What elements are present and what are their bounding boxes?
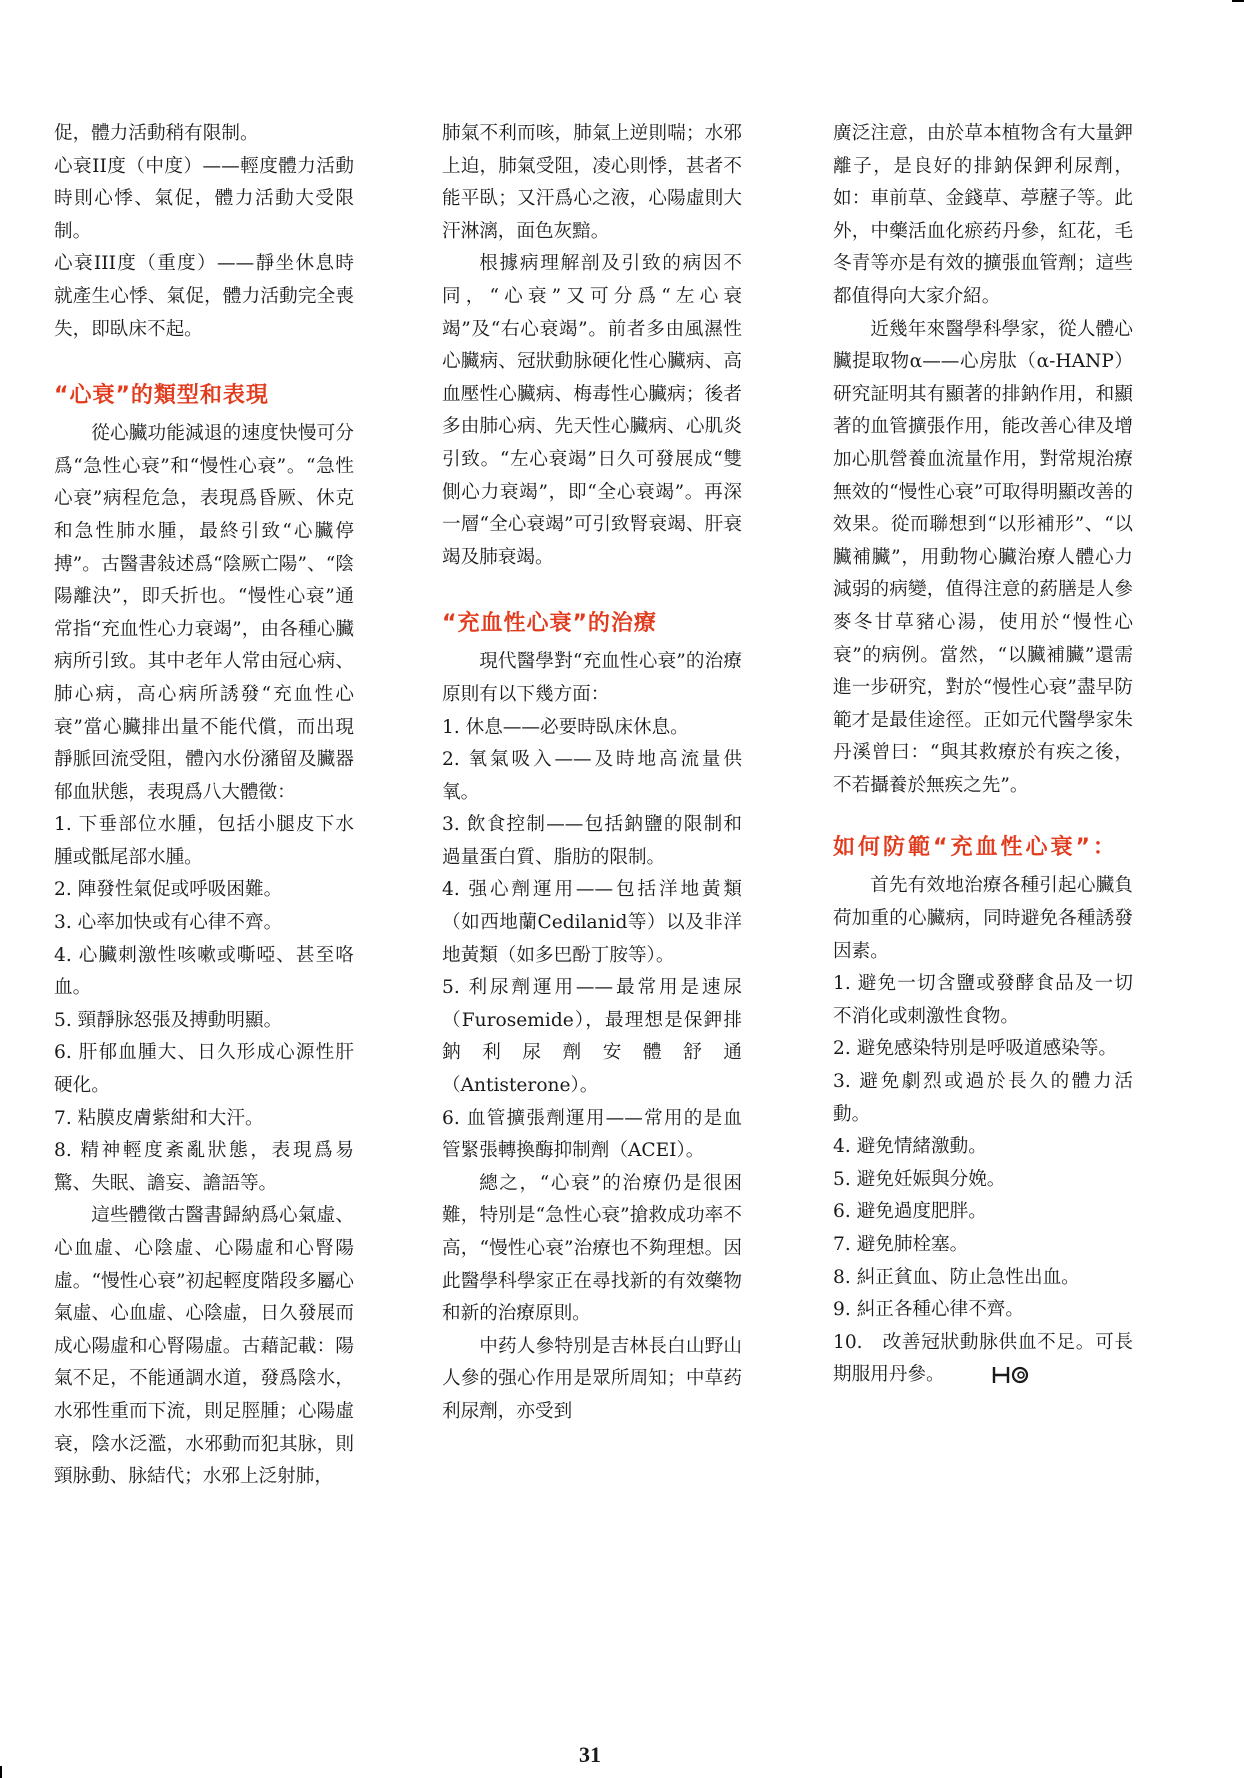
paragraph: 總之，“心衰”的治療仍是很困難，特別是“急性心衰”搶救成功率不高，“慢性心衰”治療也不夠理想。因此醫學科學家正在尋找新的有效藥物和新的治療原則。 xyxy=(442,1172,742,1325)
page-number: 31 xyxy=(579,1742,601,1767)
list-item: 4. 心臟刺激性咳嗽或嘶啞、甚至咯血。 xyxy=(54,944,354,999)
paragraph: 肺氣不利而咳，肺氣上逆則喘；水邪上迫，肺氣受阻，凌心則悸，甚者不能平臥；又汗爲心之液，心陽虛則大汗淋漓，面色灰黯。 xyxy=(442,123,742,242)
section-heading: “充血性心衰”的治療 xyxy=(442,611,657,637)
paragraph: 從心臟功能減退的速度快慢可分爲“急性心衰”和“慢性心衰”。“急性心衰”病程危急，表現爲昏厥、休克和急性肺水腫，最終引致“心臟停搏”。古醫書敍述爲“陰厥亡陽”、“陰陽離決”，即夭折也。“慢性心衰”通常指“充血性心力衰竭”，由各種心臟病所引致。其中老年人常由冠心病、肺心病，高心病所誘發“充血性心衰”當心臟排出量不能代償，而出現靜脈回流受阻，體內水份瀦留及臟器郁血狀態，表現爲八大體徵： xyxy=(54,423,354,803)
list-item xyxy=(833,1327,1133,1392)
list-item: 2. 氧氣吸入——及時地高流量供氧。 xyxy=(442,749,742,803)
list-item: 8. 精神輕度紊亂狀態，表現爲易驚、失眠、譫妄、譫語等。 xyxy=(54,1140,354,1194)
paragraph: 現代醫學對“充血性心衰”的治療原則有以下幾方面： xyxy=(442,651,742,705)
list-item: 6. 避免過度肥胖。 xyxy=(833,1201,987,1223)
paragraph: 近幾年來醫學科學家，從人體心臟提取物α——心房肽（α-HANP）研究証明其有顯著的排鈉作用，和顯著的血管擴張作用，能改善心律及增加心肌營養血流量作用，對常規治療無效的“慢性心衰”可取得明顯改善的效果。從而聯想到“以形補形”、“以臟補臟”，用動物心臟治療人體心力減弱的病變，值得注意的葯膳是人參麥冬甘草豬心湯，使用於“慢性心衰”的病例。當然，“以臟補臟”還需進一步研究，對於“慢性心衰”盡早防範才是最佳途徑。正如元代醫學家朱丹溪曾曰：“與其救療於有疾之後，不若攝養於無疾之先”。 xyxy=(833,318,1133,796)
list-item: 7. 粘膜皮膚紫紺和大汗。 xyxy=(54,1107,264,1129)
paragraph: 首先有效地治療各種引起心臟負荷加重的心臟病，同時避免各種誘發因素。 xyxy=(833,875,1133,962)
list-item: 6. 血管擴張劑運用——常用的是血管緊張轉換酶抑制劑（ACEI）。 xyxy=(442,1107,742,1162)
list-item: 3. 避免劇烈或過於長久的體力活動。 xyxy=(833,1071,1133,1125)
crop-mark xyxy=(1232,0,1244,2)
column-2 xyxy=(442,118,742,1429)
column-1 xyxy=(54,118,354,1494)
list-item: 7. 避免肺栓塞。 xyxy=(833,1234,969,1255)
paragraph: 心衰III度（重度）——靜坐休息時就產生心悸、氣促，體力活動完全喪失，即臥床不起。 xyxy=(54,253,354,340)
paragraph: 心衰II度（中度）——輕度體力活動時則心悸、氣促，體力活動大受限制。 xyxy=(54,155,354,242)
section-heading: 如何防範“充血性心衰”： xyxy=(833,835,1118,861)
list-item-text: 10. 改善冠狀動脉供血不足。可長期服用丹參。 xyxy=(833,1331,1133,1386)
list-item: 4. 避免情緒激動。 xyxy=(833,1136,987,1158)
paragraph: 這些體徵古醫書歸納爲心氣虛、心血虛、心陰虛、心陽虛和心腎陽虛。“慢性心衰”初起輕度階段多屬心氣虛、心血虛、心陰虛，日久發展而成心陽虛和心腎陽虛。古藉記載：陽氣不足，不能通調水道，發爲陰水，水邪性重而下流，則足脛腫；心陽虛衰，陰水泛濫，水邪動而犯其脉，則頸脉動、脉結代；水邪上泛射肺， xyxy=(54,1205,354,1488)
list-item: 4. 强心劑運用——包括洋地黃類（如西地蘭Cedilanid等）以及非洋地黃類（如多巴酚丁胺等）。 xyxy=(442,879,742,966)
end-of-article-icon xyxy=(991,1364,1035,1386)
list-item: 5. 利尿劑運用——最常用是速尿（Furosemide），最理想是保鉀排鈉利尿劑安體舒通（Antisterone）。 xyxy=(442,977,742,1097)
list-item: 9. 糾正各種心律不齊。 xyxy=(833,1299,1024,1321)
list-item: 2. 陣發性氣促或呼吸困難。 xyxy=(54,879,283,901)
list-item: 6. 肝郁血腫大、日久形成心源性肝硬化。 xyxy=(54,1042,354,1097)
list-item: 1. 下垂部位水腫，包括小腿皮下水腫或骶尾部水腫。 xyxy=(54,814,354,868)
list-item: 8. 糾正貧血、防止急性出血。 xyxy=(833,1266,1080,1288)
list-item: 5. 避免妊娠與分娩。 xyxy=(833,1168,1006,1190)
paragraph: 中药人參特別是吉林長白山野山人參的强心作用是眾所周知；中草药利尿劑，亦受到 xyxy=(442,1335,742,1422)
column-3 xyxy=(833,118,1133,1392)
paragraph: 廣泛注意，由於草本植物含有大量鉀離子，是良好的排鈉保鉀利尿劑，如：車前草、金錢草、葶藶子等。此外，中藥活血化瘀药丹參，紅花，毛冬青等亦是有效的擴張血管劑；這些都值得向大家介紹。 xyxy=(833,123,1133,307)
list-item: 5. 頸靜脉怒張及搏動明顯。 xyxy=(54,1009,283,1031)
list-item: 2. 避免感染特別是呼吸道感染等。 xyxy=(833,1038,1117,1060)
paragraph: 根據病理解剖及引致的病因不同，“心衰”又可分爲“左心衰竭”及“右心衰竭”。前者多由風濕性心臟病、冠狀動脉硬化性心臟病、高血壓性心臟病、梅毒性心臟病；後者多由肺心病、先天性心臟病、心肌炎引致。“左心衰竭”日久可發展成“雙側心力衰竭”，即“全心衰竭”。再深一層“全心衰竭”可引致腎衰竭、肝衰竭及肺衰竭。 xyxy=(442,253,742,568)
paragraph: 促，體力活動稍有限制。 xyxy=(54,123,259,144)
list-item: 1. 休息——必要時臥床休息。 xyxy=(442,716,689,738)
list-item: 1. 避免一切含鹽或發酵食品及一切不消化或刺激性食物。 xyxy=(833,973,1133,1027)
list-item: 3. 心率加快或有心律不齊。 xyxy=(54,912,283,934)
crop-mark xyxy=(0,1766,2,1778)
list-item: 3. 飲食控制——包括鈉鹽的限制和過量蛋白質、脂肪的限制。 xyxy=(442,814,742,868)
section-heading: “心衰”的類型和表現 xyxy=(54,383,269,409)
